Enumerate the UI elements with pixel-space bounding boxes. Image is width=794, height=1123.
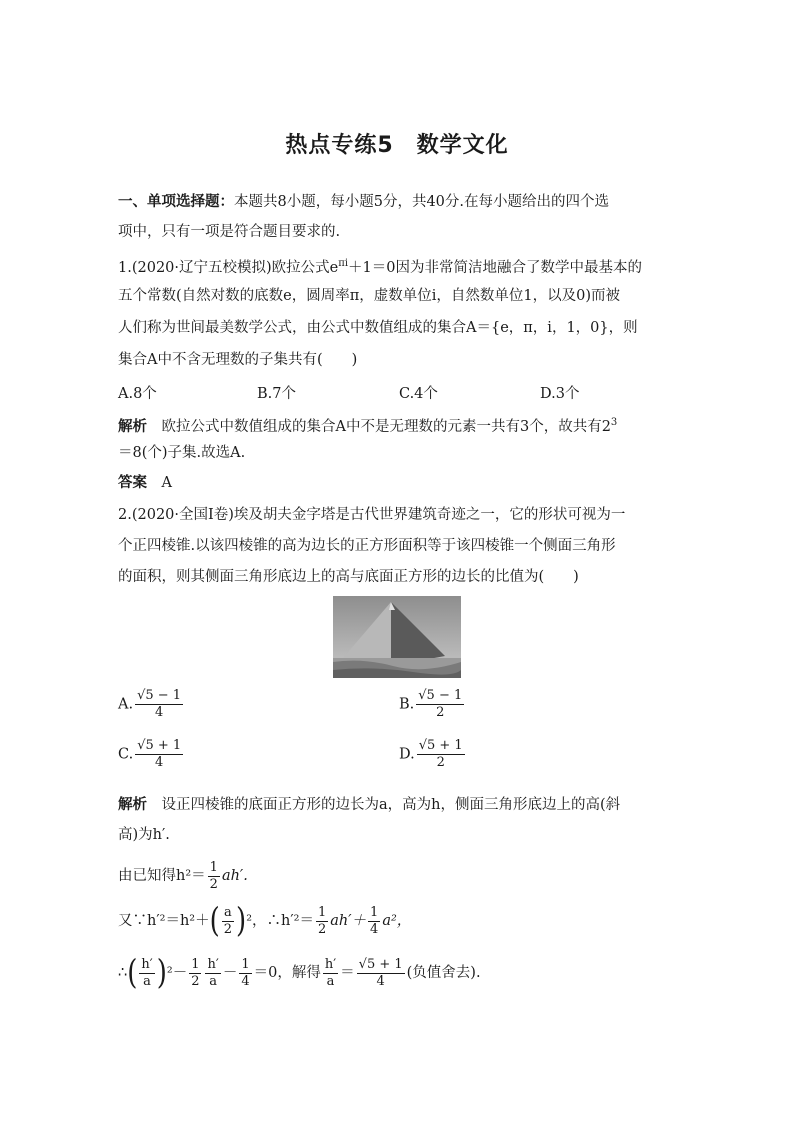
q2-step3-frac2-den: 2 (191, 973, 200, 989)
q1-option-b: B.7个 (257, 386, 296, 402)
section-heading: 一、单项选择题： (118, 194, 234, 210)
q2-option-d-fraction (417, 738, 465, 771)
q2-step2-frac (222, 905, 234, 938)
q2-step3-prefix: ∴ (118, 965, 128, 981)
left-paren: ( (209, 901, 220, 941)
section-text-1: 本题共8小题，每小题5分，共40分.在每小题给出的四个选 (234, 194, 610, 210)
q2-option-d-den: 2 (436, 755, 445, 770)
q2-step2-frac3 (368, 905, 380, 938)
left-paren: ( (127, 953, 138, 993)
q2-option-c-num: √5 + 1 (137, 738, 182, 753)
q1-option-c: C.4个 (399, 386, 438, 402)
q2-step1-frac-num: 1 (209, 859, 218, 875)
q2-option-b-fraction (416, 688, 464, 721)
q2-step1-prefix: 由已知得h²＝ (118, 868, 206, 884)
q2-step3-mid4: ＝ (340, 965, 355, 981)
q2-option-b-label: B. (399, 696, 415, 713)
q2-step3-frac4-den: 4 (241, 973, 250, 989)
q2-option-d-num: √5 + 1 (418, 738, 463, 753)
q2-option-b (399, 688, 466, 721)
q2-option-d-label: D. (399, 746, 415, 763)
q2-step2 (118, 903, 411, 939)
q1-answer: A (161, 475, 172, 491)
q2-step1 (118, 858, 248, 894)
q2-step2-frac2-num: 1 (317, 904, 327, 920)
q2-option-a-den: 4 (154, 705, 164, 720)
q2-step2-prefix: 又∵h′²＝h²＋ (118, 913, 210, 929)
q2-step3-frac3-den: a (209, 973, 218, 989)
q2-option-b-den: 2 (436, 705, 445, 720)
q1-analysis-label: 解析 (118, 418, 147, 435)
q1-answer-line (118, 473, 172, 493)
q2-step2-mid: ²，∴h′²＝ (246, 913, 314, 929)
q2-step3-frac (139, 957, 154, 990)
q2-step3-frac5 (323, 957, 338, 990)
q2-analysis-line1 (118, 795, 620, 815)
q1-line3: 人们称为世间最美数学公式，由公式中数值组成的集合A＝{e，π，i，1，0}，则 (118, 320, 638, 336)
q2-step3-frac2-num: 1 (191, 956, 200, 972)
q2-option-d (399, 738, 467, 771)
q2-analysis-label: 解析 (118, 797, 147, 813)
q1-text-1b: ＋1＝0因为非常简洁地融合了数学中最基本的 (348, 259, 642, 276)
right-paren: ) (156, 953, 167, 993)
q2-option-a-num: √5 − 1 (137, 688, 182, 703)
section-intro-line1 (118, 192, 609, 212)
q1-option-a: A.8个 (118, 386, 157, 402)
q2-step3-mid2: － (222, 965, 238, 981)
q2-option-c-label: C. (118, 746, 134, 763)
q2-step3-suffix: (负值舍去). (406, 965, 481, 981)
q2-option-c-den: 4 (155, 755, 164, 770)
q2-option-b-num: √5 − 1 (418, 688, 463, 703)
q1-exponent: πi (338, 258, 349, 269)
q2-step2-frac-den: 2 (223, 921, 233, 937)
q1-option-d: D.3个 (540, 386, 580, 402)
right-paren: ) (236, 901, 247, 941)
q2-line3: 的面积，则其侧面三角形底边上的高与底面正方形的边长的比值为( ) (118, 569, 579, 585)
page-title: 热点专练5 数学文化 (285, 133, 509, 158)
q2-step2-frac2 (316, 905, 328, 938)
q2-step3-frac2 (189, 957, 201, 990)
q2-step3-frac4 (239, 957, 251, 990)
q2-step1-frac (208, 860, 220, 893)
q2-line1: 2.(2020·全国Ⅰ卷)埃及胡夫金字塔是古代世界建筑奇迹之一，它的形状可视为一 (118, 507, 626, 523)
section-intro-line2: 项中，只有一项是符合题目要求的. (118, 224, 341, 240)
q2-step3-frac3-num: h′ (207, 956, 219, 972)
q2-option-a (118, 688, 185, 721)
q2-step3-frac-den: a (143, 973, 151, 989)
q2-option-a-label: A. (118, 696, 134, 713)
q2-step3-frac4-num: 1 (241, 956, 250, 972)
pyramid-photo (333, 596, 461, 678)
q2-step3-frac6 (357, 957, 405, 990)
q2-step1-suffix: ah′. (221, 868, 248, 884)
q1-analysis-line2: ＝8(个)子集.故选A. (118, 445, 246, 461)
q2-step2-mid2: ah′＋ (330, 913, 367, 929)
q2-step2-frac2-den: 2 (317, 921, 327, 937)
q2-step2-frac3-num: 1 (370, 904, 379, 920)
q1-analysis-line1 (118, 413, 617, 437)
q2-option-c-fraction (135, 738, 183, 771)
q2-analysis-text1: 设正四棱锥的底面正方形的边长为a，高为h，侧面三角形底边上的高(斜 (161, 797, 621, 813)
q1-analysis-sup: 3 (610, 417, 618, 428)
q2-step2-frac3-den: 4 (370, 921, 379, 937)
q2-step3-frac-num: h′ (141, 956, 153, 972)
q2-option-c (118, 738, 185, 771)
q2-step3-frac3 (205, 957, 220, 990)
q2-step1-frac-den: 2 (209, 876, 218, 892)
q1-answer-label: 答案 (118, 475, 147, 491)
q2-step3-frac6-den: 4 (376, 973, 385, 989)
q1-line1 (118, 254, 642, 278)
q2-option-a-fraction (135, 688, 183, 721)
q2-step2-suffix: a²， (382, 913, 412, 929)
q2-analysis-line2: 高)为h′. (118, 827, 170, 843)
q2-step3-frac6-num: √5 + 1 (358, 956, 403, 972)
q1-text-1: 1.(2020·辽宁五校模拟)欧拉公式e (118, 259, 339, 276)
q2-line2: 个正四棱锥.以该四棱锥的高为边长的正方形面积等于该四棱锥一个侧面三角形 (118, 538, 616, 554)
q2-step3-mid: ²－ (166, 965, 188, 981)
q2-step2-frac-num: a (222, 905, 234, 922)
q2-step3 (118, 955, 481, 991)
q1-line4: 集合A中不含无理数的子集共有( ) (118, 352, 358, 368)
q2-step3-mid3: ＝0，解得 (253, 965, 321, 981)
q1-line2: 五个常数(自然对数的底数e，圆周率π，虚数单位i，自然数单位1，以及0)而被 (118, 288, 621, 304)
q1-analysis-text1: 欧拉公式中数值组成的集合A中不是无理数的元素一共有3个，故共有2 (161, 418, 611, 435)
q2-step3-frac5-den: a (326, 973, 335, 989)
q2-step3-frac5-num: h′ (324, 956, 337, 972)
